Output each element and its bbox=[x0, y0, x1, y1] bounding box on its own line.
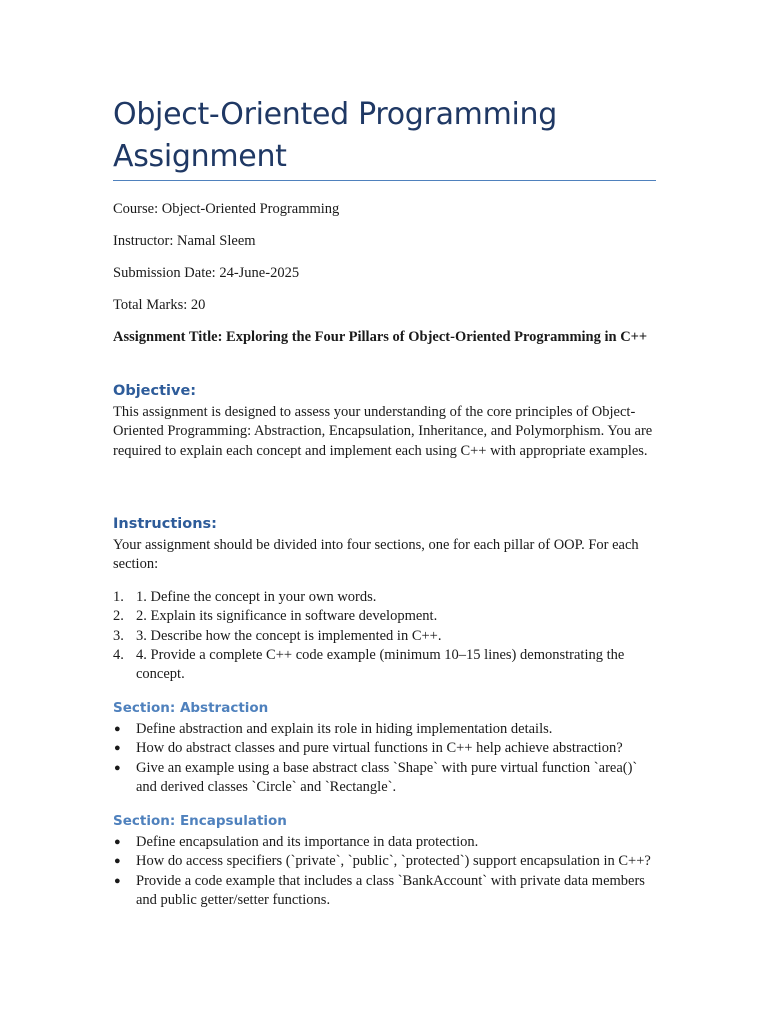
bullet-marker: ● bbox=[114, 836, 121, 848]
list-item bbox=[113, 607, 658, 626]
list-item bbox=[113, 627, 658, 646]
list-item-text: Provide a code example that includes a class `BankAccount` with private data members and public getter/setter functions. bbox=[136, 872, 645, 908]
encapsulation-bullet-list bbox=[113, 833, 658, 910]
section-encapsulation-heading: Section: Encapsulation bbox=[113, 813, 287, 829]
list-item bbox=[113, 833, 658, 852]
list-item bbox=[113, 759, 658, 798]
submission-date-line: Submission Date: 24-June-2025 bbox=[113, 265, 300, 281]
list-item bbox=[113, 588, 658, 607]
bullet-marker: ● bbox=[114, 874, 121, 887]
title-divider bbox=[113, 180, 656, 181]
course-line: Course: Object-Oriented Programming bbox=[113, 201, 340, 217]
list-number: 2. bbox=[113, 608, 124, 625]
list-number: 3. bbox=[113, 627, 124, 644]
list-item-text: Define encapsulation and its importance in data protection. bbox=[136, 834, 479, 850]
list-item-text: 3. Describe how the concept is implemented in C++. bbox=[136, 627, 442, 644]
list-item bbox=[113, 872, 658, 911]
list-item-text: Define abstraction and explain its role in hiding implementation details. bbox=[136, 721, 553, 737]
assignment-title: Assignment Title: Exploring the Four Pillars of Object-Oriented Programming in C++ bbox=[113, 329, 648, 345]
list-item bbox=[113, 739, 658, 758]
list-item-text: 4. Provide a complete C++ code example (minimum 10–15 lines) demonstrating the concept. bbox=[136, 646, 625, 683]
objective-heading: Objective: bbox=[113, 383, 197, 399]
instructions-heading: Instructions: bbox=[113, 516, 217, 532]
document-title: Object-Oriented Programming Assignment bbox=[113, 97, 558, 174]
list-item-text: Give an example using a base abstract class `Shape` with pure virtual function `area()` and derived classes `Circle` and `Rectangle`. bbox=[136, 759, 638, 795]
abstraction-bullet-list bbox=[113, 720, 658, 797]
list-item bbox=[113, 646, 658, 685]
list-number: 4. bbox=[113, 646, 124, 663]
bullet-marker: ● bbox=[114, 761, 121, 774]
instructor-line: Instructor: Namal Sleem bbox=[113, 233, 256, 249]
bullet-marker: ● bbox=[114, 855, 121, 868]
list-item bbox=[113, 720, 658, 739]
list-item-text: 2. Explain its significance in software development. bbox=[136, 608, 438, 625]
list-item-text: How do abstract classes and pure virtual functions in C++ help achieve abstraction? bbox=[136, 740, 623, 757]
list-item-text: How do access specifiers (`private`, `public`, `protected`) support encapsulation in C++? bbox=[136, 853, 651, 870]
list-number: 1. bbox=[113, 589, 124, 605]
section-abstraction-heading: Section: Abstraction bbox=[113, 700, 269, 716]
instructions-steps-list bbox=[113, 588, 658, 684]
bullet-marker: ● bbox=[114, 742, 121, 755]
bullet-marker: ● bbox=[114, 723, 121, 735]
list-item bbox=[113, 852, 658, 871]
list-item-text: 1. Define the concept in your own words. bbox=[136, 589, 377, 605]
total-marks-line: Total Marks: 20 bbox=[113, 297, 206, 313]
objective-paragraph: This assignment is designed to assess your understanding of the core principles of Object-Oriented Programming: Abstraction, Encapsulation, Inheritance, and Polymorphism. You are required to explain each concept and implement each using C++ with appropriate examples. bbox=[113, 404, 653, 459]
instructions-paragraph: Your assignment should be divided into four sections, one for each pillar of OOP. For each section: bbox=[113, 537, 639, 573]
